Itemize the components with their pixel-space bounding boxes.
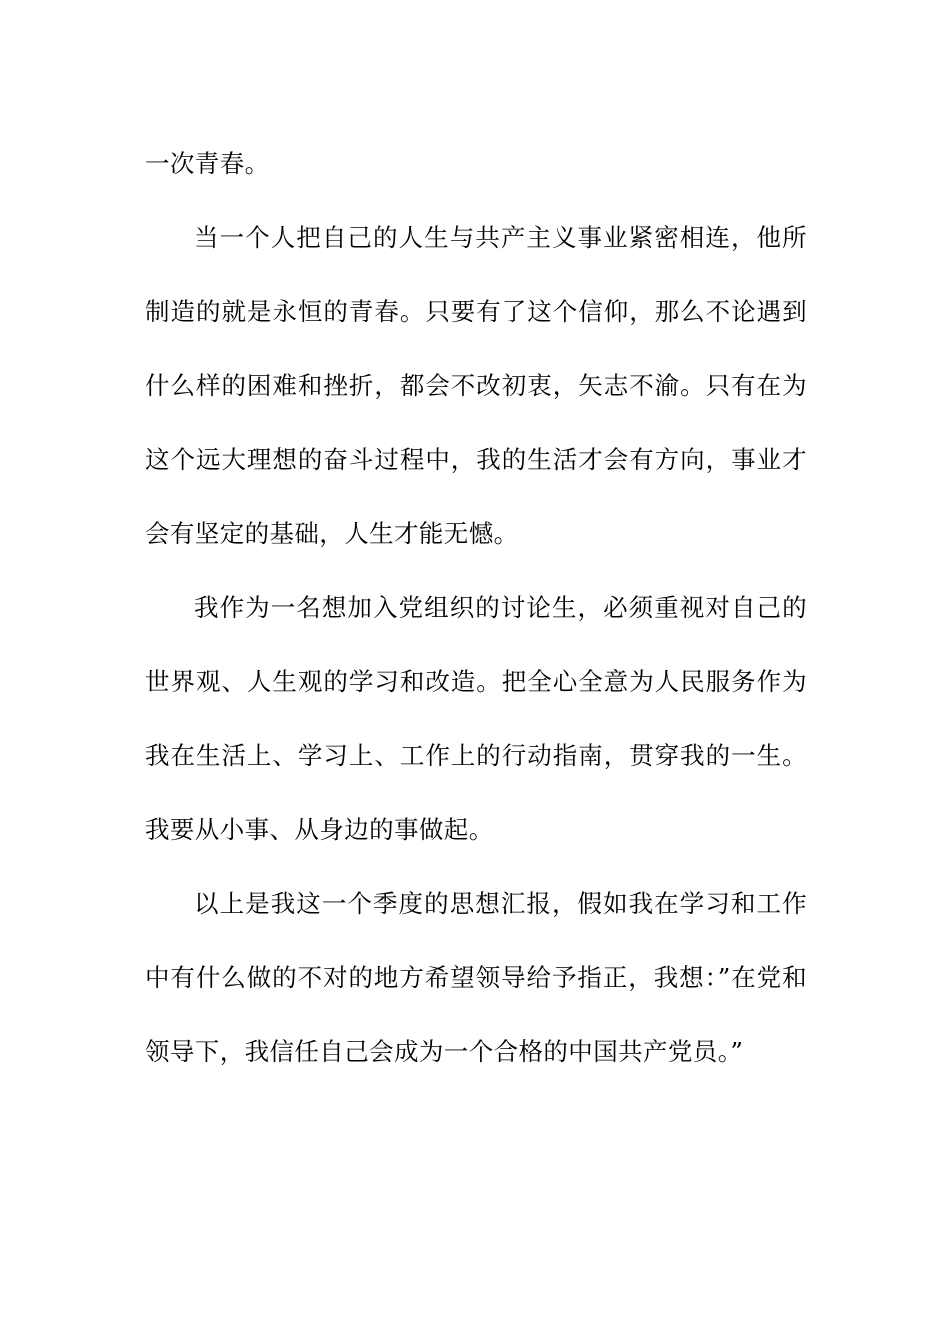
paragraph-worldview: 我作为一名想加入党组织的讨论生，必须重视对自己的世界观、人生观的学习和改造。把全心全意为人民服务作为我在生活上、学习上、工作上的行动指南，贯穿我的一生。我要从小事、从身边的事做起。 bbox=[145, 593, 807, 844]
paragraph-conclusion: 以上是我这一个季度的思想汇报，假如我在学习和工作中有什么做的不对的地方希望领导给予指正，我想：”在党和领导下，我信任自己会成为一个合格的中国共产党员。” bbox=[145, 889, 807, 1066]
document-body bbox=[145, 127, 807, 1089]
paragraph-continuation: 一次青春。 bbox=[145, 149, 270, 178]
paragraph-youth-communism: 当一个人把自己的人生与共产主义事业紧密相连，他所制造的就是永恒的青春。只要有了这个信仰，那么不论遇到什么样的困难和挫折，都会不改初衷，矢志不渝。只有在为这个远大理想的奋斗过程中，我的生活才会有方向，事业才会有坚定的基础，人生才能无憾。 bbox=[145, 223, 807, 548]
